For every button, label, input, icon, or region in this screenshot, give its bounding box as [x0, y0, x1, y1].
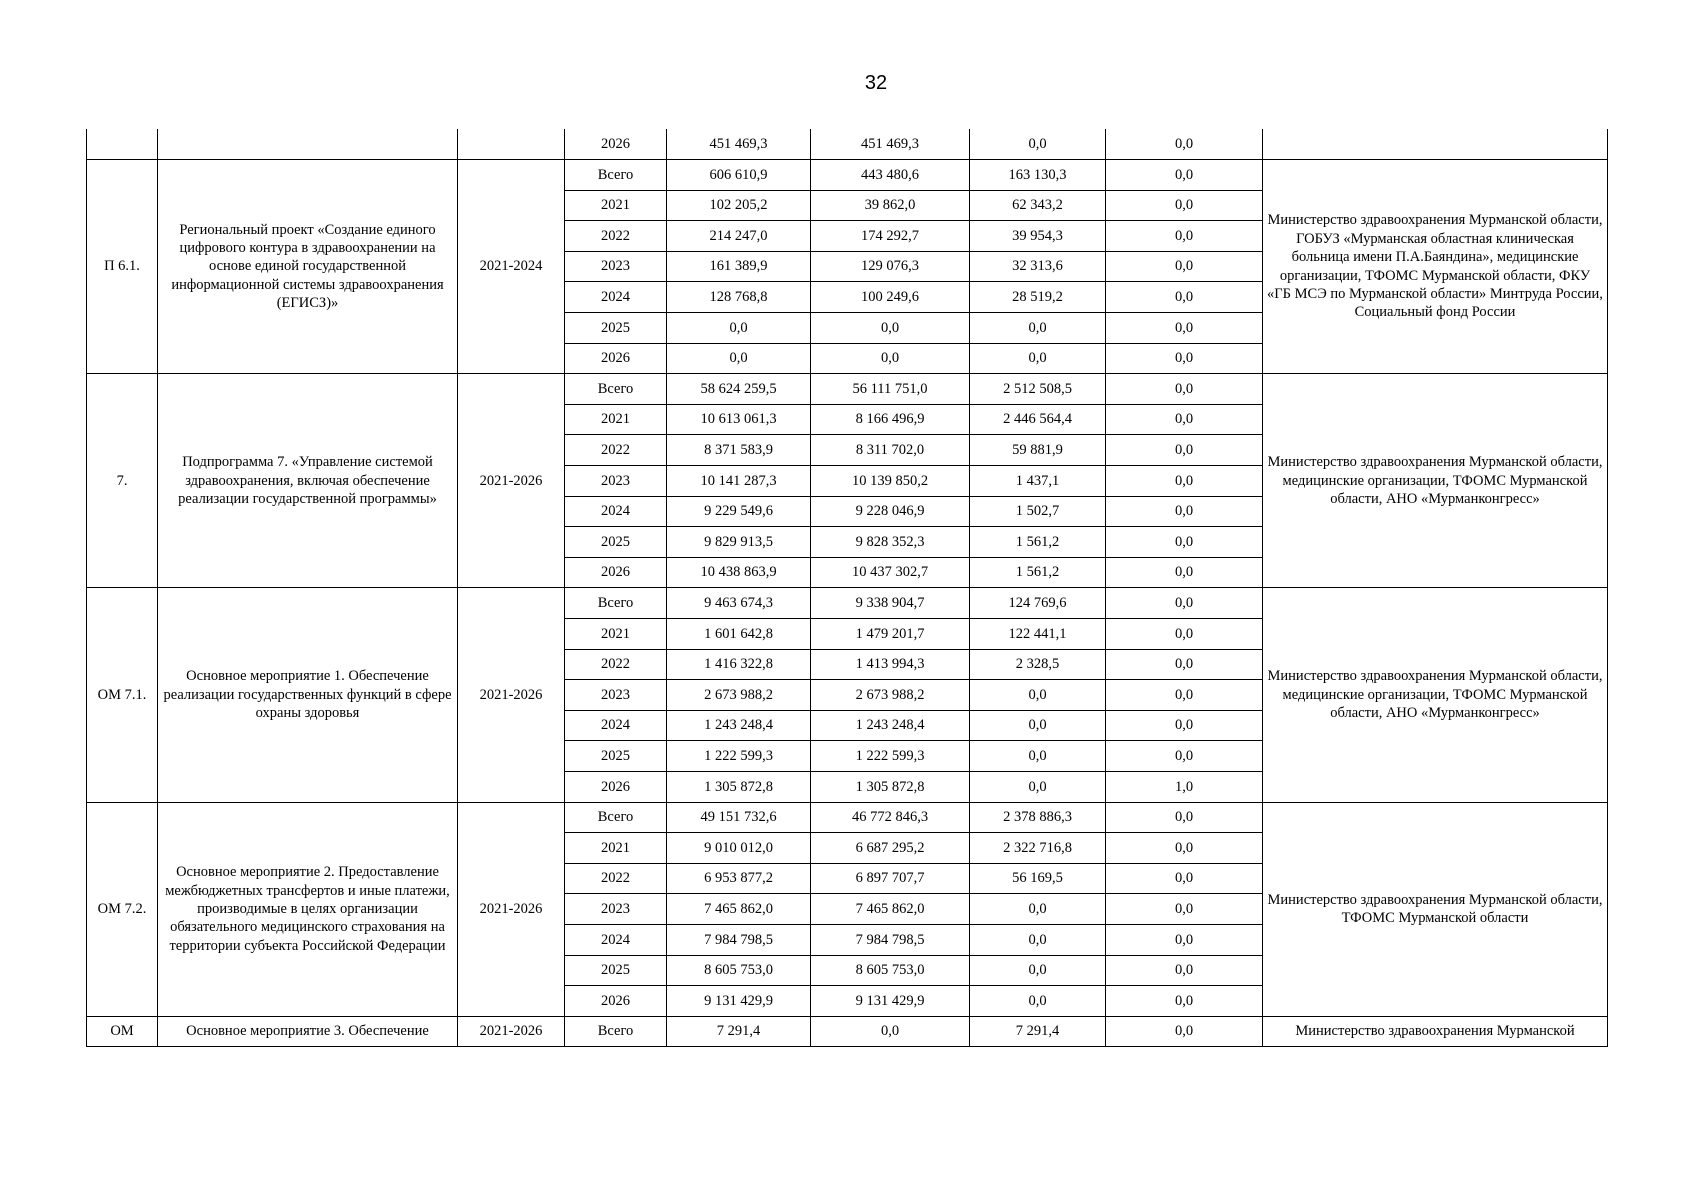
regional-budget-cell: 0,0	[811, 313, 970, 344]
federal-budget-cell: 32 313,6	[970, 251, 1106, 282]
other-sources-cell: 0,0	[1106, 190, 1263, 221]
table-row	[87, 129, 1608, 160]
regional-budget-cell: 8 166 496,9	[811, 404, 970, 435]
total-cell: 9 829 913,5	[667, 527, 811, 558]
total-cell: 10 613 061,3	[667, 404, 811, 435]
regional-budget-cell: 1 243 248,4	[811, 710, 970, 741]
year-cell: 2021	[565, 833, 667, 864]
regional-budget-cell: 9 131 429,9	[811, 986, 970, 1017]
year-cell: 2025	[565, 313, 667, 344]
name-cell	[158, 129, 458, 160]
regional-budget-cell: 10 139 850,2	[811, 466, 970, 497]
year-cell: 2024	[565, 710, 667, 741]
other-sources-cell: 0,0	[1106, 833, 1263, 864]
total-cell: 1 305 872,8	[667, 771, 811, 802]
period-cell: 2021-2026	[458, 588, 565, 802]
regional-budget-cell: 10 437 302,7	[811, 557, 970, 588]
federal-budget-cell: 1 561,2	[970, 527, 1106, 558]
regional-budget-cell: 2 673 988,2	[811, 680, 970, 711]
other-sources-cell: 0,0	[1106, 527, 1263, 558]
year-cell: 2022	[565, 649, 667, 680]
other-sources-cell: 0,0	[1106, 343, 1263, 374]
total-cell: 8 371 583,9	[667, 435, 811, 466]
federal-budget-cell: 0,0	[970, 986, 1106, 1017]
federal-budget-cell: 1 561,2	[970, 557, 1106, 588]
total-cell: 49 151 732,6	[667, 802, 811, 833]
other-sources-cell: 0,0	[1106, 710, 1263, 741]
regional-budget-cell: 9 828 352,3	[811, 527, 970, 558]
other-sources-cell: 0,0	[1106, 649, 1263, 680]
total-cell: 214 247,0	[667, 221, 811, 252]
period-cell	[458, 129, 565, 160]
other-sources-cell: 0,0	[1106, 1016, 1263, 1047]
total-cell: 1 601 642,8	[667, 619, 811, 650]
federal-budget-cell: 0,0	[970, 894, 1106, 925]
page-number: 32	[864, 72, 888, 94]
period-cell: 2021-2026	[458, 802, 565, 1016]
year-cell: Всего	[565, 802, 667, 833]
regional-budget-cell: 56 111 751,0	[811, 374, 970, 405]
regional-budget-cell: 100 249,6	[811, 282, 970, 313]
federal-budget-cell: 59 881,9	[970, 435, 1106, 466]
total-cell: 7 291,4	[667, 1016, 811, 1047]
year-cell: 2024	[565, 496, 667, 527]
other-sources-cell: 0,0	[1106, 955, 1263, 986]
other-sources-cell: 0,0	[1106, 986, 1263, 1017]
federal-budget-cell: 2 446 564,4	[970, 404, 1106, 435]
federal-budget-cell: 0,0	[970, 924, 1106, 955]
regional-budget-cell: 174 292,7	[811, 221, 970, 252]
regional-budget-cell: 0,0	[811, 343, 970, 374]
other-sources-cell: 0,0	[1106, 619, 1263, 650]
total-cell: 58 624 259,5	[667, 374, 811, 405]
executors-cell: Министерство здравоохранения Мурманской области, медицинские организации, ТФОМС Мурманской области, АНО «Мурманконгресс»	[1263, 588, 1608, 802]
year-cell: 2023	[565, 680, 667, 711]
federal-budget-cell: 122 441,1	[970, 619, 1106, 650]
federal-budget-cell: 0,0	[970, 710, 1106, 741]
year-cell: Всего	[565, 588, 667, 619]
regional-budget-cell: 8 311 702,0	[811, 435, 970, 466]
total-cell: 7 984 798,5	[667, 924, 811, 955]
year-cell: 2026	[565, 343, 667, 374]
name-cell: Подпрограмма 7. «Управление системой здравоохранения, включая обеспечение реализации государственной программы»	[158, 374, 458, 588]
other-sources-cell: 1,0	[1106, 771, 1263, 802]
regional-budget-cell: 1 222 599,3	[811, 741, 970, 772]
year-cell: 2024	[565, 282, 667, 313]
name-cell: Основное мероприятие 1. Обеспечение реализации государственных функций в сфере охраны здоровья	[158, 588, 458, 802]
year-cell: 2021	[565, 619, 667, 650]
period-cell: 2021-2026	[458, 1016, 565, 1047]
regional-budget-cell: 1 413 994,3	[811, 649, 970, 680]
other-sources-cell: 0,0	[1106, 160, 1263, 191]
name-cell: Региональный проект «Создание единого цифрового контура в здравоохранении на основе единой государственной информационной системы здравоохранения (ЕГИСЗ)»	[158, 160, 458, 374]
other-sources-cell: 0,0	[1106, 313, 1263, 344]
federal-budget-cell: 2 328,5	[970, 649, 1106, 680]
other-sources-cell: 0,0	[1106, 588, 1263, 619]
executors-cell: Министерство здравоохранения Мурманской области, ГОБУЗ «Мурманская областная клиническая больница имени П.А.Баяндина», медицинские организации, ТФОМС Мурманской области, ФКУ «ГБ МСЭ по Мурманской области» Минтруда России, Социальный фонд России	[1263, 160, 1608, 374]
year-cell: 2022	[565, 863, 667, 894]
total-cell: 1 222 599,3	[667, 741, 811, 772]
code-cell: ОМ 7.2.	[87, 802, 158, 1016]
federal-budget-cell: 2 378 886,3	[970, 802, 1106, 833]
year-cell: 2026	[565, 986, 667, 1017]
regional-budget-cell: 1 305 872,8	[811, 771, 970, 802]
year-cell: 2026	[565, 557, 667, 588]
total-cell: 8 605 753,0	[667, 955, 811, 986]
table-row	[87, 802, 1608, 833]
federal-budget-cell: 124 769,6	[970, 588, 1106, 619]
total-cell: 10 141 287,3	[667, 466, 811, 497]
total-cell: 10 438 863,9	[667, 557, 811, 588]
federal-budget-cell: 1 502,7	[970, 496, 1106, 527]
total-cell: 161 389,9	[667, 251, 811, 282]
other-sources-cell: 0,0	[1106, 557, 1263, 588]
total-cell: 0,0	[667, 343, 811, 374]
regional-budget-cell: 6 687 295,2	[811, 833, 970, 864]
year-cell: 2021	[565, 190, 667, 221]
federal-budget-cell: 2 512 508,5	[970, 374, 1106, 405]
total-cell: 606 610,9	[667, 160, 811, 191]
total-cell: 9 463 674,3	[667, 588, 811, 619]
table-row	[87, 374, 1608, 405]
total-cell: 6 953 877,2	[667, 863, 811, 894]
regional-budget-cell: 8 605 753,0	[811, 955, 970, 986]
federal-budget-cell: 1 437,1	[970, 466, 1106, 497]
year-cell: 2023	[565, 251, 667, 282]
name-cell: Основное мероприятие 2. Предоставление межбюджетных трансфертов и иные платежи, производимые в целях организации обязательного медицинского страхования на территории субъекта Российской Федерации	[158, 802, 458, 1016]
other-sources-cell: 0,0	[1106, 251, 1263, 282]
total-cell: 2 673 988,2	[667, 680, 811, 711]
total-cell: 7 465 862,0	[667, 894, 811, 925]
year-cell: 2025	[565, 527, 667, 558]
regional-budget-cell: 39 862,0	[811, 190, 970, 221]
regional-budget-cell: 7 984 798,5	[811, 924, 970, 955]
executors-cell: Министерство здравоохранения Мурманской области, медицинские организации, ТФОМС Мурманской области, АНО «Мурманконгресс»	[1263, 374, 1608, 588]
regional-budget-cell: 443 480,6	[811, 160, 970, 191]
code-cell: П 6.1.	[87, 160, 158, 374]
federal-budget-cell: 0,0	[970, 955, 1106, 986]
regional-budget-cell: 9 338 904,7	[811, 588, 970, 619]
other-sources-cell: 0,0	[1106, 435, 1263, 466]
federal-budget-cell: 0,0	[970, 129, 1106, 160]
year-cell: 2026	[565, 129, 667, 160]
other-sources-cell: 0,0	[1106, 221, 1263, 252]
period-cell: 2021-2026	[458, 374, 565, 588]
other-sources-cell: 0,0	[1106, 404, 1263, 435]
code-cell: ОМ 7.1.	[87, 588, 158, 802]
financing-table	[86, 129, 1608, 1047]
federal-budget-cell: 56 169,5	[970, 863, 1106, 894]
year-cell: Всего	[565, 160, 667, 191]
other-sources-cell: 0,0	[1106, 680, 1263, 711]
executors-cell: Министерство здравоохранения Мурманской области, ТФОМС Мурманской области	[1263, 802, 1608, 1016]
other-sources-cell: 0,0	[1106, 374, 1263, 405]
year-cell: Всего	[565, 374, 667, 405]
other-sources-cell: 0,0	[1106, 894, 1263, 925]
total-cell: 9 010 012,0	[667, 833, 811, 864]
federal-budget-cell: 0,0	[970, 680, 1106, 711]
period-cell: 2021-2024	[458, 160, 565, 374]
total-cell: 0,0	[667, 313, 811, 344]
year-cell: 2022	[565, 435, 667, 466]
regional-budget-cell: 46 772 846,3	[811, 802, 970, 833]
other-sources-cell: 0,0	[1106, 924, 1263, 955]
year-cell: 2025	[565, 741, 667, 772]
federal-budget-cell: 0,0	[970, 343, 1106, 374]
executors-cell: Министерство здравоохранения Мурманской	[1263, 1016, 1608, 1047]
total-cell: 9 131 429,9	[667, 986, 811, 1017]
regional-budget-cell: 1 479 201,7	[811, 619, 970, 650]
total-cell: 451 469,3	[667, 129, 811, 160]
other-sources-cell: 0,0	[1106, 496, 1263, 527]
other-sources-cell: 0,0	[1106, 863, 1263, 894]
regional-budget-cell: 7 465 862,0	[811, 894, 970, 925]
federal-budget-cell: 62 343,2	[970, 190, 1106, 221]
other-sources-cell: 0,0	[1106, 741, 1263, 772]
federal-budget-cell: 163 130,3	[970, 160, 1106, 191]
federal-budget-cell: 28 519,2	[970, 282, 1106, 313]
year-cell: 2023	[565, 894, 667, 925]
total-cell: 128 768,8	[667, 282, 811, 313]
federal-budget-cell: 39 954,3	[970, 221, 1106, 252]
other-sources-cell: 0,0	[1106, 802, 1263, 833]
regional-budget-cell: 0,0	[811, 1016, 970, 1047]
regional-budget-cell: 6 897 707,7	[811, 863, 970, 894]
federal-budget-cell: 0,0	[970, 771, 1106, 802]
year-cell: Всего	[565, 1016, 667, 1047]
federal-budget-cell: 7 291,4	[970, 1016, 1106, 1047]
table-row	[87, 160, 1608, 191]
federal-budget-cell: 2 322 716,8	[970, 833, 1106, 864]
federal-budget-cell: 0,0	[970, 313, 1106, 344]
year-cell: 2021	[565, 404, 667, 435]
regional-budget-cell: 451 469,3	[811, 129, 970, 160]
total-cell: 9 229 549,6	[667, 496, 811, 527]
table-row	[87, 588, 1608, 619]
year-cell: 2025	[565, 955, 667, 986]
code-cell	[87, 129, 158, 160]
federal-budget-cell: 0,0	[970, 741, 1106, 772]
total-cell: 1 243 248,4	[667, 710, 811, 741]
regional-budget-cell: 9 228 046,9	[811, 496, 970, 527]
executors-cell	[1263, 129, 1608, 160]
other-sources-cell: 0,0	[1106, 282, 1263, 313]
table-row	[87, 1016, 1608, 1047]
year-cell: 2026	[565, 771, 667, 802]
code-cell: 7.	[87, 374, 158, 588]
code-cell: ОМ	[87, 1016, 158, 1047]
year-cell: 2024	[565, 924, 667, 955]
total-cell: 1 416 322,8	[667, 649, 811, 680]
year-cell: 2023	[565, 466, 667, 497]
other-sources-cell: 0,0	[1106, 466, 1263, 497]
regional-budget-cell: 129 076,3	[811, 251, 970, 282]
table-body	[87, 129, 1608, 1047]
other-sources-cell: 0,0	[1106, 129, 1263, 160]
total-cell: 102 205,2	[667, 190, 811, 221]
name-cell: Основное мероприятие 3. Обеспечение	[158, 1016, 458, 1047]
year-cell: 2022	[565, 221, 667, 252]
